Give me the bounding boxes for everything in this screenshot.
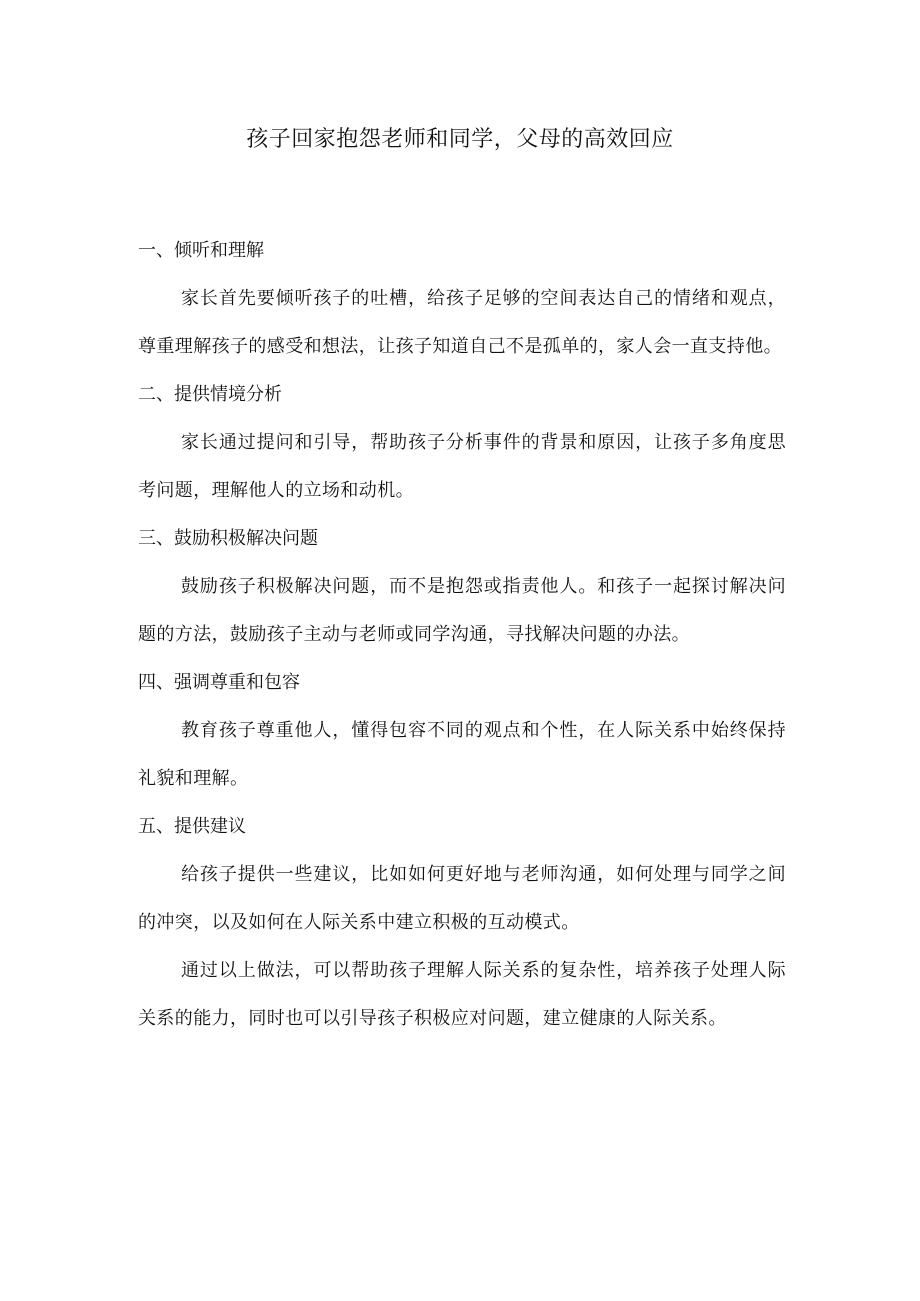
section-heading-4: 四、强调尊重和包容: [138, 672, 300, 693]
document-title: 孩子回家抱怨老师和同学，父母的高效回应: [246, 127, 674, 152]
section-paragraph-4: 教育孩子尊重他人，懂得包容不同的观点和个性，在人际关系中始终保持礼貌和理解。: [138, 720, 786, 789]
section-heading-5: 五、提供建议: [138, 816, 246, 837]
document-body: [138, 227, 786, 1043]
section-paragraph-5: 给孩子提供一些建议，比如如何更好地与老师沟通，如何处理与同学之间的冲突，以及如何在人际关系中建立积极的互动模式。: [138, 864, 786, 933]
section-heading-1: 一、倾听和理解: [138, 240, 264, 261]
section-paragraph-2: 家长通过提问和引导，帮助孩子分析事件的背景和原因，让孩子多角度思考问题，理解他人的立场和动机。: [138, 432, 786, 501]
section-heading-3: 三、鼓励积极解决问题: [138, 528, 318, 549]
section-paragraph-1: 家长首先要倾听孩子的吐槽，给孩子足够的空间表达自己的情绪和观点，尊重理解孩子的感受和想法，让孩子知道自己不是孤单的，家人会一直支持他。: [138, 288, 786, 357]
conclusion-paragraph: 通过以上做法，可以帮助孩子理解人际关系的复杂性，培养孩子处理人际关系的能力，同时也可以引导孩子积极应对问题，建立健康的人际关系。: [138, 960, 786, 1029]
section-paragraph-3: 鼓励孩子积极解决问题，而不是抱怨或指责他人。和孩子一起探讨解决问题的方法，鼓励孩子主动与老师或同学沟通，寻找解决问题的办法。: [138, 576, 786, 645]
section-heading-2: 二、提供情境分析: [138, 384, 282, 405]
